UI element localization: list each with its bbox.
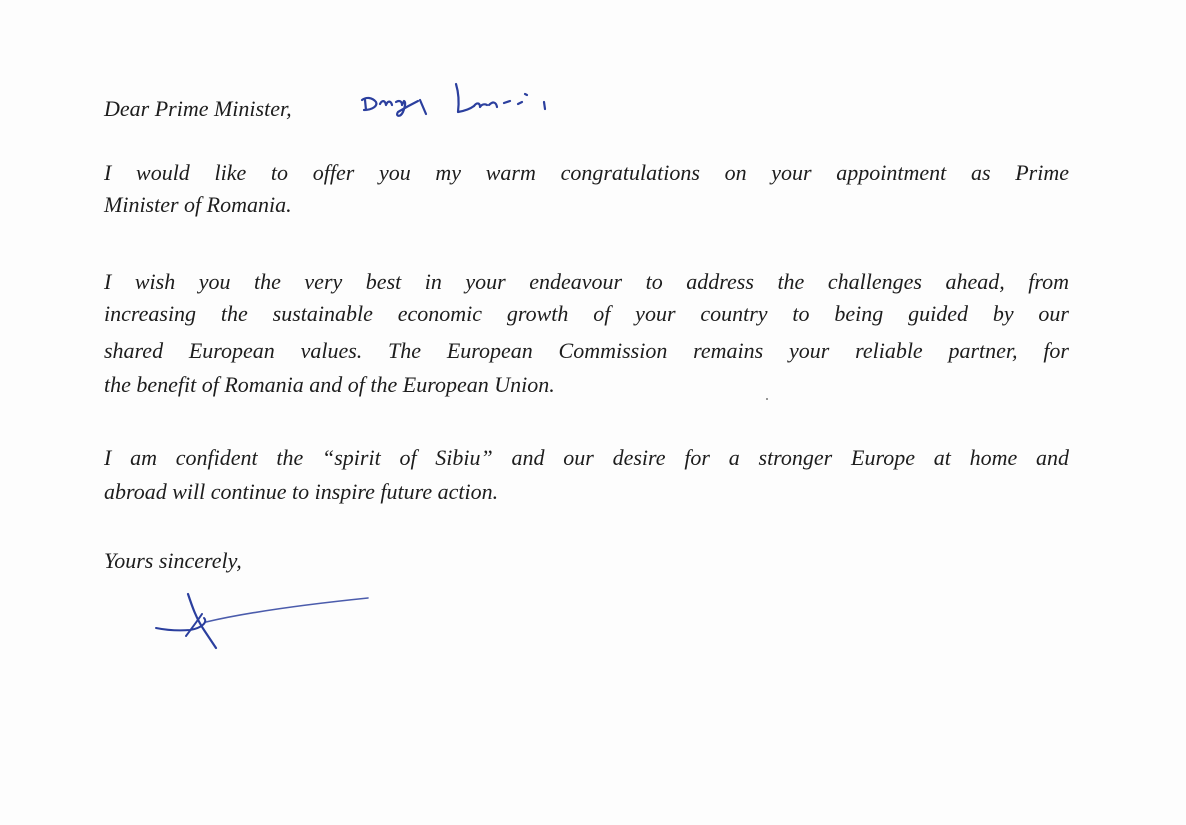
closing: Yours sincerely,: [104, 548, 242, 573]
paragraph-line: I wish you the very best in your endeavour to address the challenges ahead, from: [104, 269, 1069, 294]
paragraph-line: Minister of Romania.: [104, 192, 292, 217]
paragraph-line: I am confident the “spirit of Sibiu” and our desire for a stronger Europe at home and: [104, 445, 1069, 470]
paragraph-line: abroad will continue to inspire future action.: [104, 479, 499, 504]
handwritten-greeting-text: Dragă Ludovic,: [358, 122, 365, 123]
paragraph-line: I would like to offer you my warm congratulations on your appointment as Prime: [104, 160, 1069, 185]
scan-speck: [766, 398, 768, 400]
salutation: Dear Prime Minister,: [104, 96, 292, 121]
paragraph-line: the benefit of Romania and of the European Union.: [104, 372, 555, 397]
paragraph-line: increasing the sustainable economic growth of your country to being guided by our: [104, 301, 1069, 326]
paragraph-line: shared European values. The European Commission remains your reliable partner, for: [104, 338, 1069, 363]
handwritten-greeting: [358, 72, 588, 124]
signature: [150, 588, 380, 656]
